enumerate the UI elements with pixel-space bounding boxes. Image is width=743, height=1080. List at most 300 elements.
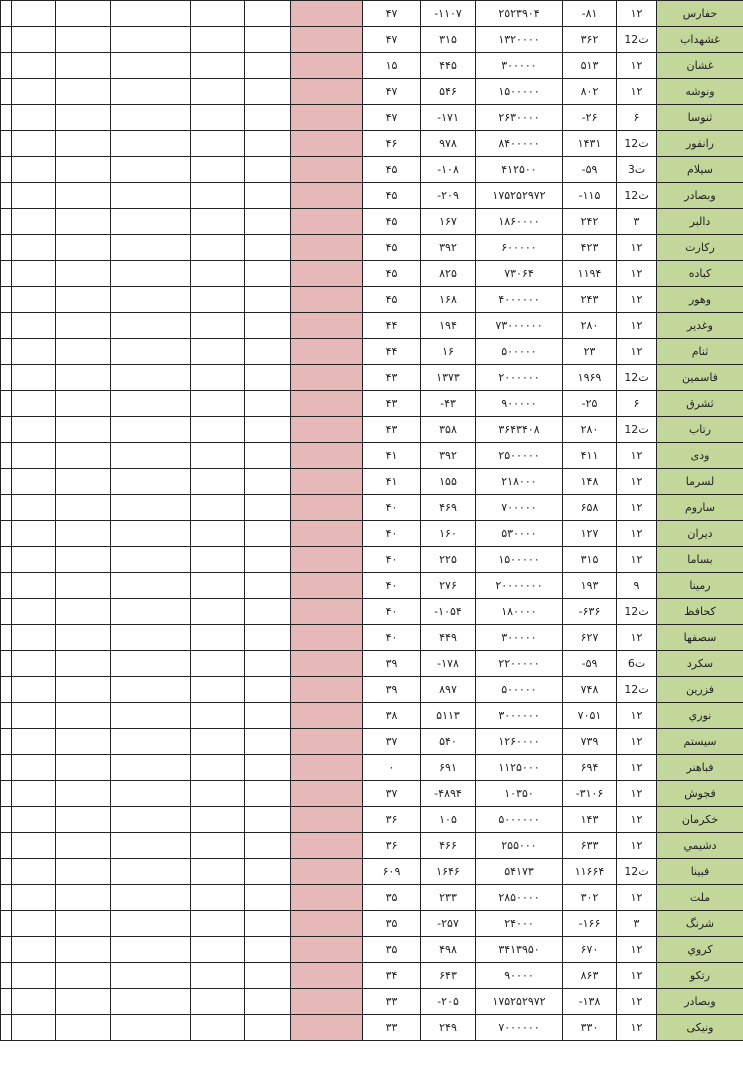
empty-cell[interactable] [56, 547, 111, 573]
empty-cell[interactable] [245, 339, 291, 365]
change-cell[interactable]: ٧۴٨ [563, 677, 617, 703]
empty-cell[interactable] [191, 703, 245, 729]
volume-cell[interactable]: ٣۶۴٣۴٠٨ [476, 417, 563, 443]
value-cell[interactable]: ٢٣٣ [421, 885, 476, 911]
period-cell[interactable]: ١٢ [617, 261, 657, 287]
value-cell[interactable]: -١١٠٧ [421, 1, 476, 27]
empty-cell[interactable] [111, 807, 191, 833]
empty-cell[interactable] [56, 443, 111, 469]
rank-cell[interactable]: ٣٣ [363, 989, 421, 1015]
table-row[interactable] [1, 677, 743, 703]
symbol-cell[interactable]: وبصادر [657, 989, 743, 1015]
symbol-cell[interactable]: ثشرق [657, 391, 743, 417]
empty-cell[interactable] [191, 781, 245, 807]
volume-cell[interactable]: ۴١٢۵٠٠ [476, 157, 563, 183]
highlighted-cell[interactable] [291, 313, 363, 339]
empty-cell[interactable] [56, 105, 111, 131]
empty-cell[interactable] [245, 989, 291, 1015]
change-cell[interactable]: ٣۶٢ [563, 27, 617, 53]
volume-cell[interactable]: ١٨۶٠٠٠٠ [476, 209, 563, 235]
highlighted-cell[interactable] [291, 963, 363, 989]
rank-cell[interactable]: ۴۵ [363, 209, 421, 235]
value-cell[interactable]: ١۶۴۶ [421, 859, 476, 885]
value-cell[interactable]: -۴٨٩۴ [421, 781, 476, 807]
empty-cell[interactable] [191, 859, 245, 885]
empty-cell[interactable] [56, 235, 111, 261]
symbol-cell[interactable]: رکارت [657, 235, 743, 261]
empty-cell[interactable] [56, 859, 111, 885]
empty-cell[interactable] [12, 53, 56, 79]
highlighted-cell[interactable] [291, 859, 363, 885]
empty-cell[interactable] [111, 573, 191, 599]
empty-cell[interactable] [56, 261, 111, 287]
empty-cell[interactable] [1, 521, 12, 547]
empty-cell[interactable] [111, 105, 191, 131]
empty-cell[interactable] [12, 313, 56, 339]
highlighted-cell[interactable] [291, 261, 363, 287]
rank-cell[interactable]: ۴٠ [363, 495, 421, 521]
empty-cell[interactable] [56, 313, 111, 339]
empty-cell[interactable] [12, 365, 56, 391]
empty-cell[interactable] [12, 599, 56, 625]
empty-cell[interactable] [56, 521, 111, 547]
empty-cell[interactable] [191, 417, 245, 443]
table-row[interactable] [1, 27, 743, 53]
symbol-cell[interactable]: بساما [657, 547, 743, 573]
table-row[interactable] [1, 729, 743, 755]
table-row[interactable] [1, 79, 743, 105]
empty-cell[interactable] [12, 651, 56, 677]
change-cell[interactable]: ۶٢٧ [563, 625, 617, 651]
volume-cell[interactable]: ۵٠٠٠٠٠ [476, 339, 563, 365]
value-cell[interactable]: ٣۵٨ [421, 417, 476, 443]
empty-cell[interactable] [245, 885, 291, 911]
empty-cell[interactable] [191, 339, 245, 365]
empty-cell[interactable] [12, 937, 56, 963]
empty-cell[interactable] [12, 807, 56, 833]
empty-cell[interactable] [191, 755, 245, 781]
empty-cell[interactable] [1, 885, 12, 911]
symbol-cell[interactable]: ثنوسا [657, 105, 743, 131]
empty-cell[interactable] [56, 287, 111, 313]
empty-cell[interactable] [1, 573, 12, 599]
change-cell[interactable]: -١٣٨ [563, 989, 617, 1015]
empty-cell[interactable] [191, 625, 245, 651]
empty-cell[interactable] [111, 937, 191, 963]
empty-cell[interactable] [245, 157, 291, 183]
empty-cell[interactable] [12, 443, 56, 469]
volume-cell[interactable]: ٧٣٠۶۴ [476, 261, 563, 287]
empty-cell[interactable] [12, 105, 56, 131]
highlighted-cell[interactable] [291, 495, 363, 521]
empty-cell[interactable] [111, 131, 191, 157]
table-row[interactable] [1, 391, 743, 417]
value-cell[interactable]: ۴۴۵ [421, 53, 476, 79]
period-cell[interactable]: ١٢ [617, 443, 657, 469]
empty-cell[interactable] [245, 729, 291, 755]
empty-cell[interactable] [56, 573, 111, 599]
empty-cell[interactable] [12, 157, 56, 183]
period-cell[interactable]: ١٢ [617, 1015, 657, 1041]
empty-cell[interactable] [1, 27, 12, 53]
empty-cell[interactable] [12, 1, 56, 27]
rank-cell[interactable]: ۴۵ [363, 287, 421, 313]
empty-cell[interactable] [111, 625, 191, 651]
highlighted-cell[interactable] [291, 53, 363, 79]
period-cell[interactable]: ١٢ [617, 53, 657, 79]
symbol-cell[interactable]: ثنام [657, 339, 743, 365]
empty-cell[interactable] [111, 261, 191, 287]
table-row[interactable] [1, 963, 743, 989]
value-cell[interactable]: ١٩۴ [421, 313, 476, 339]
volume-cell[interactable]: ٧٠٠٠٠٠ [476, 495, 563, 521]
symbol-cell[interactable]: دشیمي [657, 833, 743, 859]
period-cell[interactable]: ۶ [617, 391, 657, 417]
empty-cell[interactable] [1, 287, 12, 313]
rank-cell[interactable]: ۴١ [363, 443, 421, 469]
period-cell[interactable]: ١٢ [617, 287, 657, 313]
empty-cell[interactable] [245, 521, 291, 547]
table-row[interactable] [1, 807, 743, 833]
value-cell[interactable]: -١٠۵۴ [421, 599, 476, 625]
empty-cell[interactable] [12, 911, 56, 937]
symbol-cell[interactable]: فزرین [657, 677, 743, 703]
empty-cell[interactable] [1, 989, 12, 1015]
value-cell[interactable]: ۴۶۶ [421, 833, 476, 859]
value-cell[interactable]: -۴٣ [421, 391, 476, 417]
volume-cell[interactable]: ١٧۵٢۵٢٩٧٢ [476, 989, 563, 1015]
empty-cell[interactable] [191, 157, 245, 183]
symbol-cell[interactable]: سیستم [657, 729, 743, 755]
table-row[interactable] [1, 573, 743, 599]
empty-cell[interactable] [56, 183, 111, 209]
empty-cell[interactable] [1, 1015, 12, 1041]
empty-cell[interactable] [111, 53, 191, 79]
empty-cell[interactable] [12, 625, 56, 651]
rank-cell[interactable]: ٣٧ [363, 781, 421, 807]
empty-cell[interactable] [245, 599, 291, 625]
empty-cell[interactable] [111, 781, 191, 807]
rank-cell[interactable]: ۴٧ [363, 79, 421, 105]
empty-cell[interactable] [245, 1015, 291, 1041]
empty-cell[interactable] [191, 989, 245, 1015]
empty-cell[interactable] [245, 781, 291, 807]
empty-cell[interactable] [111, 339, 191, 365]
period-cell[interactable]: 6ت [617, 651, 657, 677]
period-cell[interactable]: ٣ [617, 209, 657, 235]
empty-cell[interactable] [191, 937, 245, 963]
volume-cell[interactable]: ١١٢۵٠٠٠ [476, 755, 563, 781]
table-row[interactable] [1, 365, 743, 391]
volume-cell[interactable]: ٢۵٠٠٠٠٠ [476, 443, 563, 469]
rank-cell[interactable]: ٣٩ [363, 651, 421, 677]
empty-cell[interactable] [1, 495, 12, 521]
change-cell[interactable]: ٢۴٢ [563, 209, 617, 235]
rank-cell[interactable]: ۴١ [363, 469, 421, 495]
volume-cell[interactable]: ٢٠٠٠٠٠٠٠ [476, 573, 563, 599]
empty-cell[interactable] [56, 209, 111, 235]
change-cell[interactable]: ٨۶٣ [563, 963, 617, 989]
highlighted-cell[interactable] [291, 911, 363, 937]
empty-cell[interactable] [1, 651, 12, 677]
empty-cell[interactable] [1, 677, 12, 703]
empty-cell[interactable] [245, 183, 291, 209]
period-cell[interactable]: ٩ [617, 573, 657, 599]
empty-cell[interactable] [56, 365, 111, 391]
highlighted-cell[interactable] [291, 27, 363, 53]
empty-cell[interactable] [245, 651, 291, 677]
empty-cell[interactable] [56, 781, 111, 807]
symbol-cell[interactable]: وبصادر [657, 183, 743, 209]
period-cell[interactable]: ١٢ [617, 495, 657, 521]
value-cell[interactable]: ۵١١٣ [421, 703, 476, 729]
value-cell[interactable]: ٨٩٧ [421, 677, 476, 703]
empty-cell[interactable] [1, 599, 12, 625]
table-row[interactable] [1, 1, 743, 27]
table-row[interactable] [1, 339, 743, 365]
table-row[interactable] [1, 625, 743, 651]
symbol-cell[interactable]: ملت [657, 885, 743, 911]
empty-cell[interactable] [191, 911, 245, 937]
empty-cell[interactable] [245, 209, 291, 235]
empty-cell[interactable] [56, 963, 111, 989]
empty-cell[interactable] [245, 53, 291, 79]
change-cell[interactable]: ۶۵٨ [563, 495, 617, 521]
symbol-cell[interactable]: رانفور [657, 131, 743, 157]
highlighted-cell[interactable] [291, 573, 363, 599]
change-cell[interactable]: ۴١١ [563, 443, 617, 469]
value-cell[interactable]: ١۶٨ [421, 287, 476, 313]
empty-cell[interactable] [191, 833, 245, 859]
empty-cell[interactable] [111, 287, 191, 313]
change-cell[interactable]: ١۴٨ [563, 469, 617, 495]
rank-cell[interactable]: ۴۵ [363, 183, 421, 209]
value-cell[interactable]: ۶۴٣ [421, 963, 476, 989]
empty-cell[interactable] [12, 833, 56, 859]
empty-cell[interactable] [245, 235, 291, 261]
empty-cell[interactable] [245, 79, 291, 105]
empty-cell[interactable] [245, 625, 291, 651]
empty-cell[interactable] [245, 131, 291, 157]
empty-cell[interactable] [1, 781, 12, 807]
period-cell[interactable]: ١٢ [617, 547, 657, 573]
symbol-cell[interactable]: فاسمین [657, 365, 743, 391]
empty-cell[interactable] [12, 703, 56, 729]
volume-cell[interactable]: ٢٠٠٠٠٠٠ [476, 365, 563, 391]
volume-cell[interactable]: ٧٠٠٠٠٠٠ [476, 1015, 563, 1041]
highlighted-cell[interactable] [291, 469, 363, 495]
change-cell[interactable]: ۴٢٣ [563, 235, 617, 261]
period-cell[interactable]: ١٢ [617, 937, 657, 963]
rank-cell[interactable]: ۴٣ [363, 391, 421, 417]
empty-cell[interactable] [111, 209, 191, 235]
empty-cell[interactable] [191, 209, 245, 235]
period-cell[interactable]: ١٢ [617, 807, 657, 833]
change-cell[interactable]: -٣١٠۶ [563, 781, 617, 807]
empty-cell[interactable] [245, 573, 291, 599]
empty-cell[interactable] [56, 911, 111, 937]
empty-cell[interactable] [1, 963, 12, 989]
value-cell[interactable]: ۵۴۶ [421, 79, 476, 105]
symbol-cell[interactable]: وهور [657, 287, 743, 313]
period-cell[interactable]: 12ت [617, 131, 657, 157]
value-cell[interactable]: ١٣٧٣ [421, 365, 476, 391]
rank-cell[interactable]: ۴۵ [363, 235, 421, 261]
empty-cell[interactable] [1, 625, 12, 651]
period-cell[interactable]: 12ت [617, 859, 657, 885]
period-cell[interactable]: ١٢ [617, 1, 657, 27]
empty-cell[interactable] [111, 729, 191, 755]
empty-cell[interactable] [191, 391, 245, 417]
empty-cell[interactable] [56, 79, 111, 105]
table-row[interactable] [1, 313, 743, 339]
symbol-cell[interactable]: دالبر [657, 209, 743, 235]
empty-cell[interactable] [191, 313, 245, 339]
change-cell[interactable]: ٧٣٩ [563, 729, 617, 755]
empty-cell[interactable] [56, 469, 111, 495]
empty-cell[interactable] [1, 183, 12, 209]
rank-cell[interactable]: ۴٠ [363, 599, 421, 625]
change-cell[interactable]: ٨٠٢ [563, 79, 617, 105]
change-cell[interactable]: ۶٧٠ [563, 937, 617, 963]
volume-cell[interactable]: ٢۵۵٠٠٠ [476, 833, 563, 859]
empty-cell[interactable] [191, 79, 245, 105]
empty-cell[interactable] [111, 183, 191, 209]
volume-cell[interactable]: ٩٠٠٠٠٠ [476, 391, 563, 417]
empty-cell[interactable] [245, 469, 291, 495]
highlighted-cell[interactable] [291, 131, 363, 157]
period-cell[interactable]: 12ت [617, 27, 657, 53]
empty-cell[interactable] [191, 235, 245, 261]
empty-cell[interactable] [245, 287, 291, 313]
value-cell[interactable]: ٣٩٢ [421, 235, 476, 261]
value-cell[interactable]: ٢٧۶ [421, 573, 476, 599]
empty-cell[interactable] [111, 963, 191, 989]
symbol-cell[interactable]: سیلام [657, 157, 743, 183]
volume-cell[interactable]: ٢٥٢٣٩٠۴ [476, 1, 563, 27]
value-cell[interactable]: ١۵۵ [421, 469, 476, 495]
empty-cell[interactable] [1, 261, 12, 287]
rank-cell[interactable]: ۴۶ [363, 131, 421, 157]
rank-cell[interactable]: ١۵ [363, 53, 421, 79]
empty-cell[interactable] [1, 209, 12, 235]
empty-cell[interactable] [56, 807, 111, 833]
rank-cell[interactable]: ۴٠ [363, 547, 421, 573]
empty-cell[interactable] [111, 703, 191, 729]
volume-cell[interactable]: ٢١٨٠٠٠ [476, 469, 563, 495]
highlighted-cell[interactable] [291, 157, 363, 183]
table-row[interactable] [1, 261, 743, 287]
rank-cell[interactable]: ٣۵ [363, 911, 421, 937]
empty-cell[interactable] [191, 469, 245, 495]
period-cell[interactable]: 3ت [617, 157, 657, 183]
symbol-cell[interactable]: ودی [657, 443, 743, 469]
table-row[interactable] [1, 703, 743, 729]
change-cell[interactable]: ٣٣٠ [563, 1015, 617, 1041]
empty-cell[interactable] [1, 911, 12, 937]
empty-cell[interactable] [56, 885, 111, 911]
empty-cell[interactable] [56, 339, 111, 365]
table-row[interactable] [1, 131, 743, 157]
empty-cell[interactable] [111, 1015, 191, 1041]
volume-cell[interactable]: ۶٠٠٠٠٠ [476, 235, 563, 261]
volume-cell[interactable]: ٢۴٠٠٠ [476, 911, 563, 937]
empty-cell[interactable] [12, 339, 56, 365]
change-cell[interactable]: ۵١٣ [563, 53, 617, 79]
empty-cell[interactable] [111, 677, 191, 703]
change-cell[interactable]: ١٩۶٩ [563, 365, 617, 391]
change-cell[interactable]: -٢۵ [563, 391, 617, 417]
volume-cell[interactable]: ٨۴٠٠٠٠٠ [476, 131, 563, 157]
empty-cell[interactable] [111, 547, 191, 573]
period-cell[interactable]: 12ت [617, 365, 657, 391]
empty-cell[interactable] [12, 755, 56, 781]
highlighted-cell[interactable] [291, 833, 363, 859]
highlighted-cell[interactable] [291, 651, 363, 677]
table-row[interactable] [1, 755, 743, 781]
empty-cell[interactable] [111, 313, 191, 339]
rank-cell[interactable]: ۴۵ [363, 261, 421, 287]
empty-cell[interactable] [191, 365, 245, 391]
highlighted-cell[interactable] [291, 365, 363, 391]
highlighted-cell[interactable] [291, 781, 363, 807]
change-cell[interactable]: ۶٩۴ [563, 755, 617, 781]
change-cell[interactable]: ٢٣ [563, 339, 617, 365]
value-cell[interactable]: ٣٩٢ [421, 443, 476, 469]
change-cell[interactable]: -٨١ [563, 1, 617, 27]
empty-cell[interactable] [1, 443, 12, 469]
empty-cell[interactable] [12, 235, 56, 261]
period-cell[interactable]: ١٢ [617, 521, 657, 547]
volume-cell[interactable]: ٢٨۵٠٠٠٠ [476, 885, 563, 911]
volume-cell[interactable]: ۵۴١٧٣ [476, 859, 563, 885]
period-cell[interactable]: 12ت [617, 417, 657, 443]
symbol-cell[interactable]: دیران [657, 521, 743, 547]
empty-cell[interactable] [111, 391, 191, 417]
table-row[interactable] [1, 781, 743, 807]
empty-cell[interactable] [1, 391, 12, 417]
value-cell[interactable]: ۵۴٠ [421, 729, 476, 755]
empty-cell[interactable] [12, 131, 56, 157]
empty-cell[interactable] [111, 911, 191, 937]
empty-cell[interactable] [56, 27, 111, 53]
symbol-cell[interactable]: حفارس [657, 1, 743, 27]
symbol-cell[interactable]: سکرد [657, 651, 743, 677]
period-cell[interactable]: ١٢ [617, 625, 657, 651]
empty-cell[interactable] [56, 157, 111, 183]
period-cell[interactable]: ١٢ [617, 339, 657, 365]
rank-cell[interactable]: ۴٧ [363, 27, 421, 53]
empty-cell[interactable] [56, 1, 111, 27]
empty-cell[interactable] [56, 495, 111, 521]
highlighted-cell[interactable] [291, 625, 363, 651]
symbol-cell[interactable]: فجوش [657, 781, 743, 807]
change-cell[interactable]: -١۶۶ [563, 911, 617, 937]
highlighted-cell[interactable] [291, 443, 363, 469]
period-cell[interactable]: ١٢ [617, 885, 657, 911]
empty-cell[interactable] [12, 677, 56, 703]
volume-cell[interactable]: ٢۶٣٠٠٠٠ [476, 105, 563, 131]
value-cell[interactable]: ٣١۵ [421, 27, 476, 53]
volume-cell[interactable]: ۵٠٠٠٠٠ [476, 677, 563, 703]
change-cell[interactable]: ١٢٧ [563, 521, 617, 547]
table-row[interactable] [1, 235, 743, 261]
table-row[interactable] [1, 105, 743, 131]
table-row[interactable] [1, 417, 743, 443]
empty-cell[interactable] [191, 521, 245, 547]
volume-cell[interactable]: ١٣٢٠٠٠٠ [476, 27, 563, 53]
empty-cell[interactable] [191, 1015, 245, 1041]
